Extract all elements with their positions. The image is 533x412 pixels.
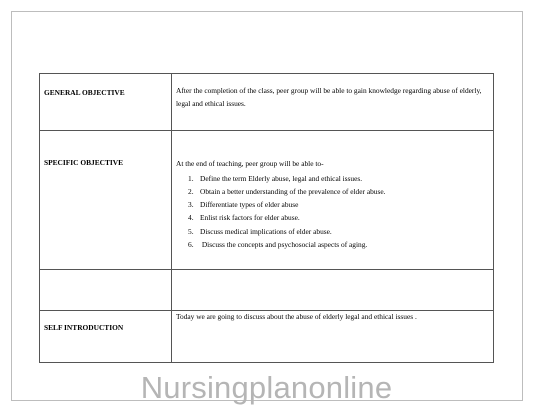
objective-number: 3. (188, 200, 194, 210)
objective-list (176, 172, 489, 252)
objective-item (188, 185, 489, 198)
objective-number: 1. (188, 173, 194, 183)
objective-number: 4. (188, 213, 194, 223)
objective-text: Differentiate types of elder abuse (200, 200, 299, 210)
row-divider (39, 269, 494, 271)
specific-objective-intro: At the end of teaching, peer group will be able to- (176, 159, 324, 168)
objective-text: Discuss the concepts and psychosocial aspects of aging. (200, 240, 368, 250)
self-introduction-row (40, 311, 494, 363)
general-objective-row (40, 74, 494, 131)
lesson-plan-table (39, 73, 494, 363)
objective-number: 2. (188, 186, 194, 196)
objective-text: Enlist risk factors for elder abuse. (200, 213, 300, 223)
general-objective-text: After the completion of the class, peer group will be able to gain knowledge regarding abuse of elderly, legal and ethical issues. (172, 74, 494, 131)
self-introduction-text: Today we are going to discuss about the abuse of elderly legal and ethical issues . (172, 311, 494, 363)
objective-item (188, 225, 489, 238)
objective-text: Obtain a better understanding of the prevalence of elder abuse. (200, 186, 386, 196)
objective-text: Define the term Elderly abuse, legal and ethical issues. (200, 173, 363, 183)
specific-objective-row (40, 131, 494, 311)
general-objective-label: GENERAL OBJECTIVE (40, 74, 172, 131)
objective-number: 5. (188, 226, 194, 236)
objective-item (188, 172, 489, 185)
self-introduction-label: SELF INTRODUCTION (40, 311, 172, 363)
specific-objective-label: SPECIFIC OBJECTIVE (40, 131, 172, 311)
objective-item (188, 198, 489, 211)
objective-item (188, 211, 489, 224)
objective-item (188, 238, 489, 251)
specific-objective-content (172, 131, 494, 311)
objective-number: 6. (188, 240, 194, 250)
watermark: Nursingplanonline (140, 370, 393, 405)
objective-text: Discuss medical implications of elder abuse. (200, 226, 332, 236)
